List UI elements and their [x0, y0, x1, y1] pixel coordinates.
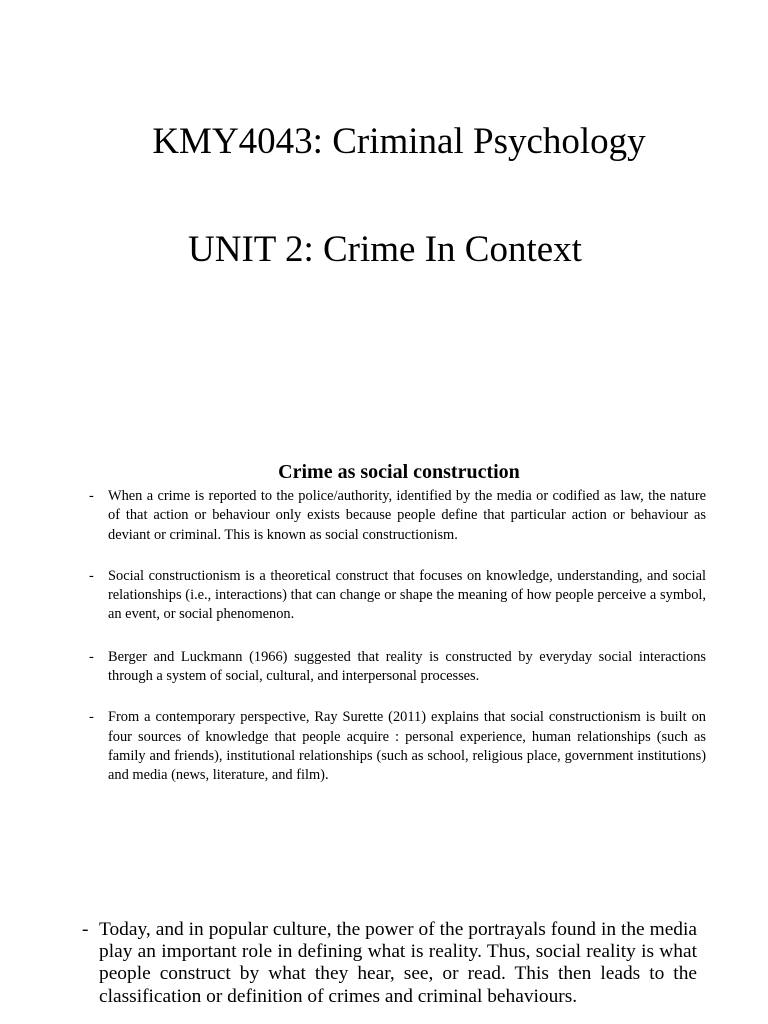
bullet-text: Social constructionism is a theoretical construct that focuses on knowledge, understanding, and social relationships (i.e., interactions) that can change or shape the meaning of how people perceive a symbol, an event, or social phenomenon.: [108, 567, 706, 623]
bullet-item: [89, 567, 706, 625]
bullet-item: [89, 487, 706, 545]
bullet-item: [82, 919, 697, 1008]
unit-title: UNIT 2: Crime In Context: [188, 229, 582, 270]
section-heading: Crime as social construction: [278, 461, 520, 483]
bullet-dash: -: [89, 567, 94, 584]
bullet-text: Berger and Luckmann (1966) suggested that reality is constructed by everyday social interactions through a system of social, cultural, and interpersonal processes.: [108, 648, 706, 685]
bullet-item: [89, 708, 706, 785]
course-title: KMY4043: Criminal Psychology: [152, 121, 646, 162]
bullet-dash: -: [82, 919, 89, 940]
bullet-text: From a contemporary perspective, Ray Surette (2011) explains that social constructionism is built on four sources of knowledge that people acquire : personal experience, human relationships (such as family and friends), institutional relationships (such as school, religious place, government institutions) and media (news, literature, and film).: [108, 709, 706, 784]
popular-culture-bullet-list: [82, 919, 697, 1008]
bullet-text: Today, and in popular culture, the power of the portrayals found in the media play an important role in defining what is reality. Thus, social reality is what people construct by what they hear, see, or read. This then leads to the classification or definition of crimes and criminal behaviours.: [99, 919, 697, 1007]
bullet-list: [89, 487, 706, 808]
bullet-text: When a crime is reported to the police/authority, identified by the media or codified as law, the nature of that action or behaviour only exists because people define that particular action or behaviour as deviant or criminal. This is known as social constructionism.: [108, 488, 706, 543]
bullet-dash: -: [89, 648, 94, 665]
bullet-item: [89, 648, 706, 687]
bullet-dash: -: [89, 709, 94, 726]
bullet-dash: -: [89, 488, 94, 504]
